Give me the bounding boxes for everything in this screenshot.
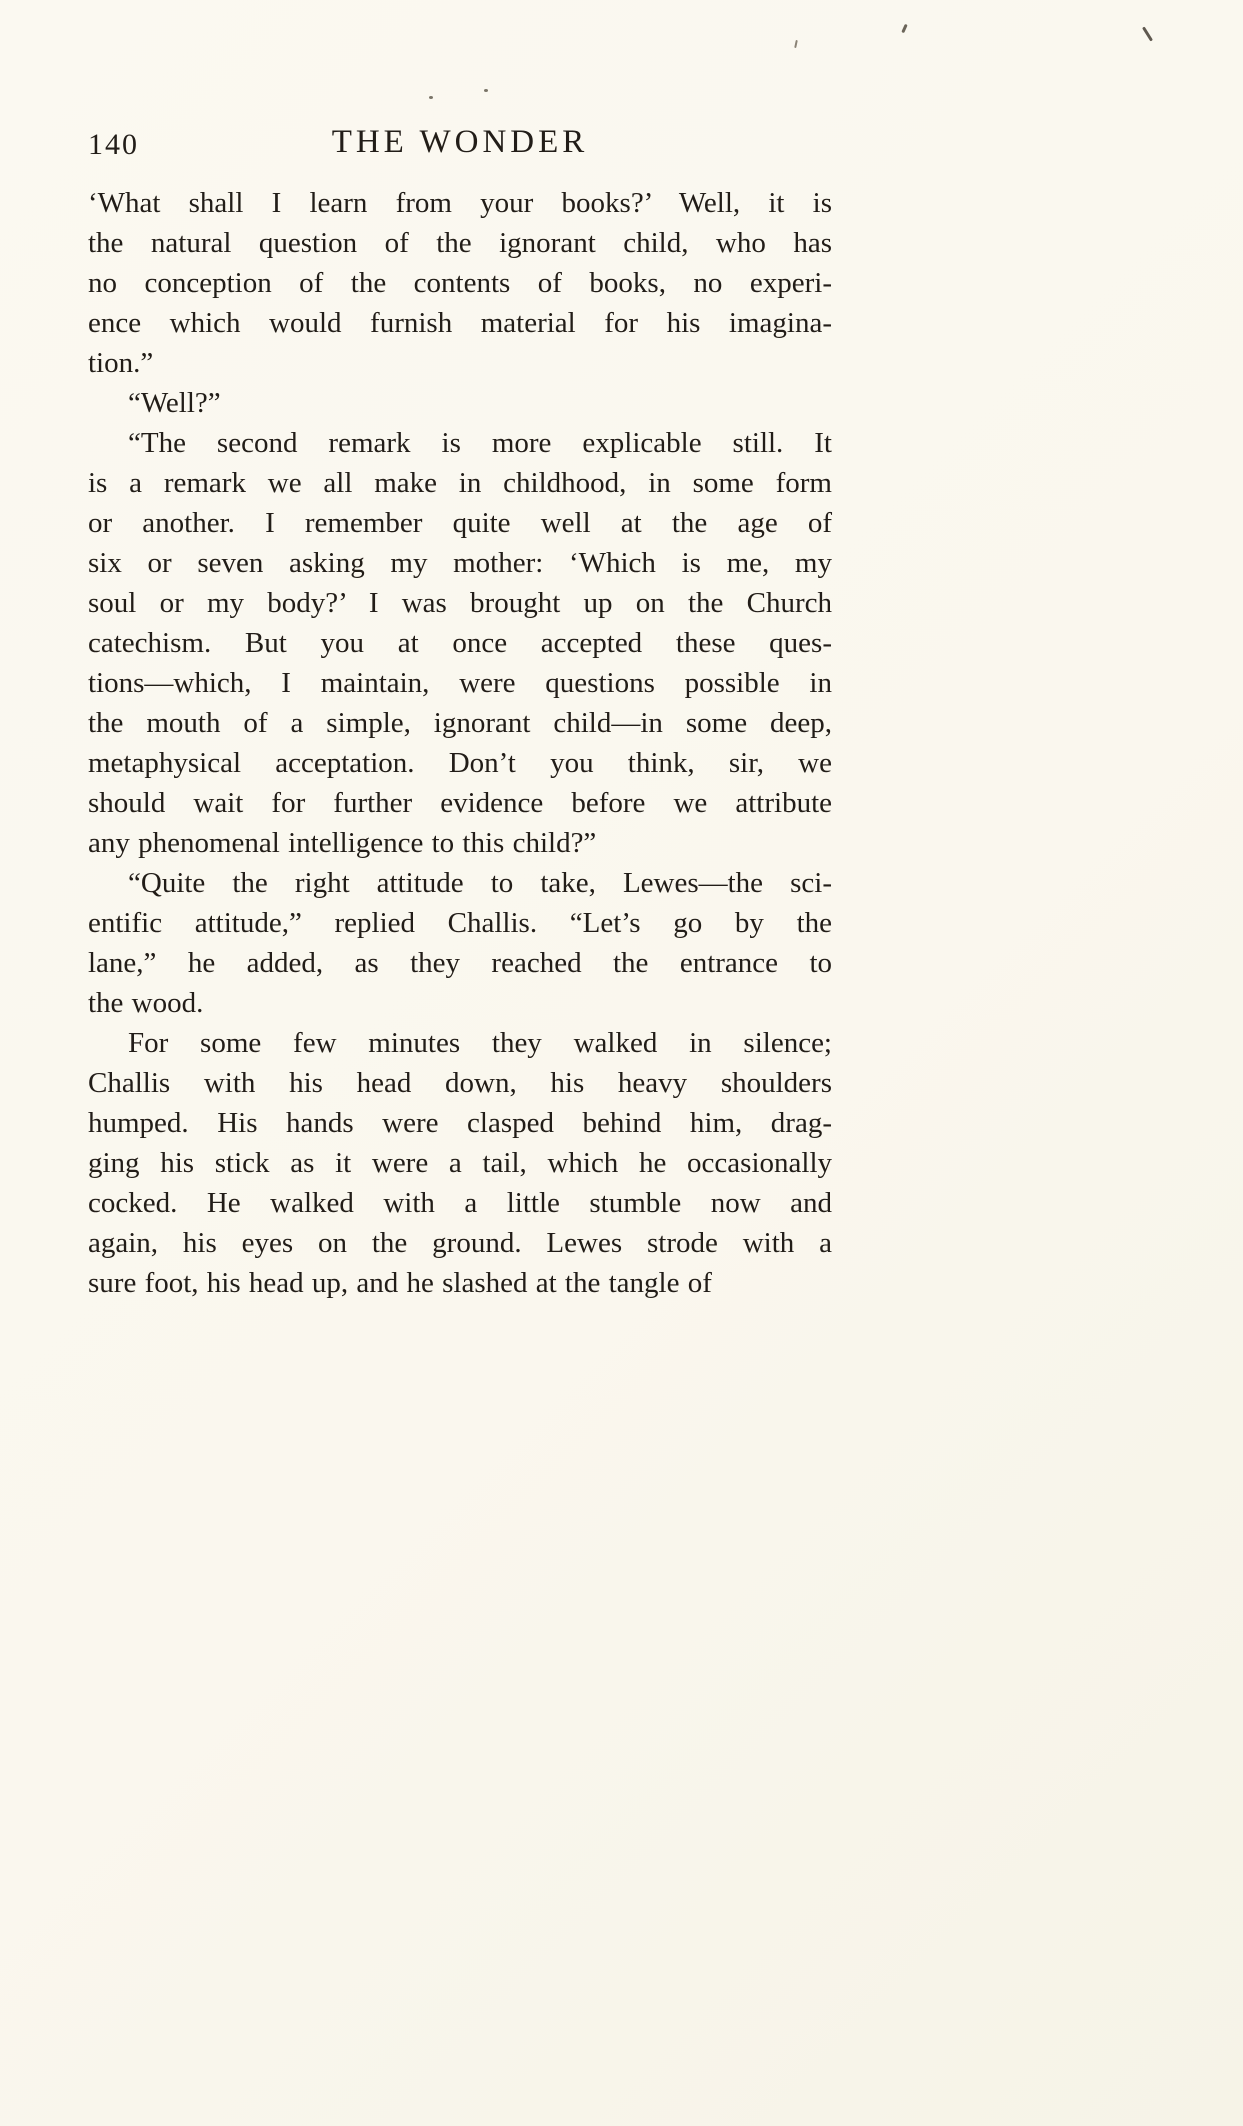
text-line: ‘What shall I learn from your books?’ Well, it is [88,187,832,219]
text-line: six or seven asking my mother: ‘Which is me, my [88,547,832,579]
text-line: or another. I remember quite well at the age of [88,507,832,539]
text-line: tions—which, I maintain, were questions possible in [88,667,832,699]
text-line: “Well?” [128,387,221,419]
text-line: sure foot, his head up, and he slashed at the tangle of [88,1267,712,1299]
text-line: the natural question of the ignorant child, who has [88,227,832,259]
text-line: no conception of the contents of books, no experi- [88,267,832,299]
text-line: “The second remark is more explicable still. It [128,427,832,459]
text-line: again, his eyes on the ground. Lewes strode with a [88,1227,832,1259]
text-line: metaphysical acceptation. Don’t you think, sir, we [88,747,832,779]
page-header [88,124,832,168]
text-line: “Quite the right attitude to take, Lewes—the sci- [128,867,832,899]
text-line: ging his stick as it were a tail, which he occasionally [88,1147,832,1179]
text-line: any phenomenal intelligence to this child?” [88,827,597,859]
text-line: tion.” [88,347,154,379]
text-line: For some few minutes they walked in silence; [128,1027,832,1059]
text-line: the mouth of a simple, ignorant child—in some deep, [88,707,832,739]
scan-artifact-mark [794,40,798,48]
scan-artifact-dot [484,89,488,92]
text-line: catechism. But you at once accepted these ques- [88,627,832,659]
text-line: entific attitude,” replied Challis. “Let’s go by the [88,907,832,939]
text-line: lane,” he added, as they reached the entrance to [88,947,832,979]
scan-artifact-dot [429,96,433,99]
text-line: Challis with his head down, his heavy shoulders [88,1067,832,1099]
text-line: ence which would furnish material for his imagina- [88,307,832,339]
text-line: is a remark we all make in childhood, in some form [88,467,832,499]
text-line: humped. His hands were clasped behind him, drag- [88,1107,832,1139]
scan-artifact-mark [1142,26,1153,41]
page-number: 140 [88,128,139,161]
page-text [88,183,832,1303]
text-line: the wood. [88,987,204,1019]
text-line: should wait for further evidence before we attribute [88,787,832,819]
scan-artifact-mark [901,24,907,33]
page-title: THE WONDER [331,124,589,160]
text-line: soul or my body?’ I was brought up on the Church [88,587,832,619]
text-line: cocked. He walked with a little stumble now and [88,1187,832,1219]
